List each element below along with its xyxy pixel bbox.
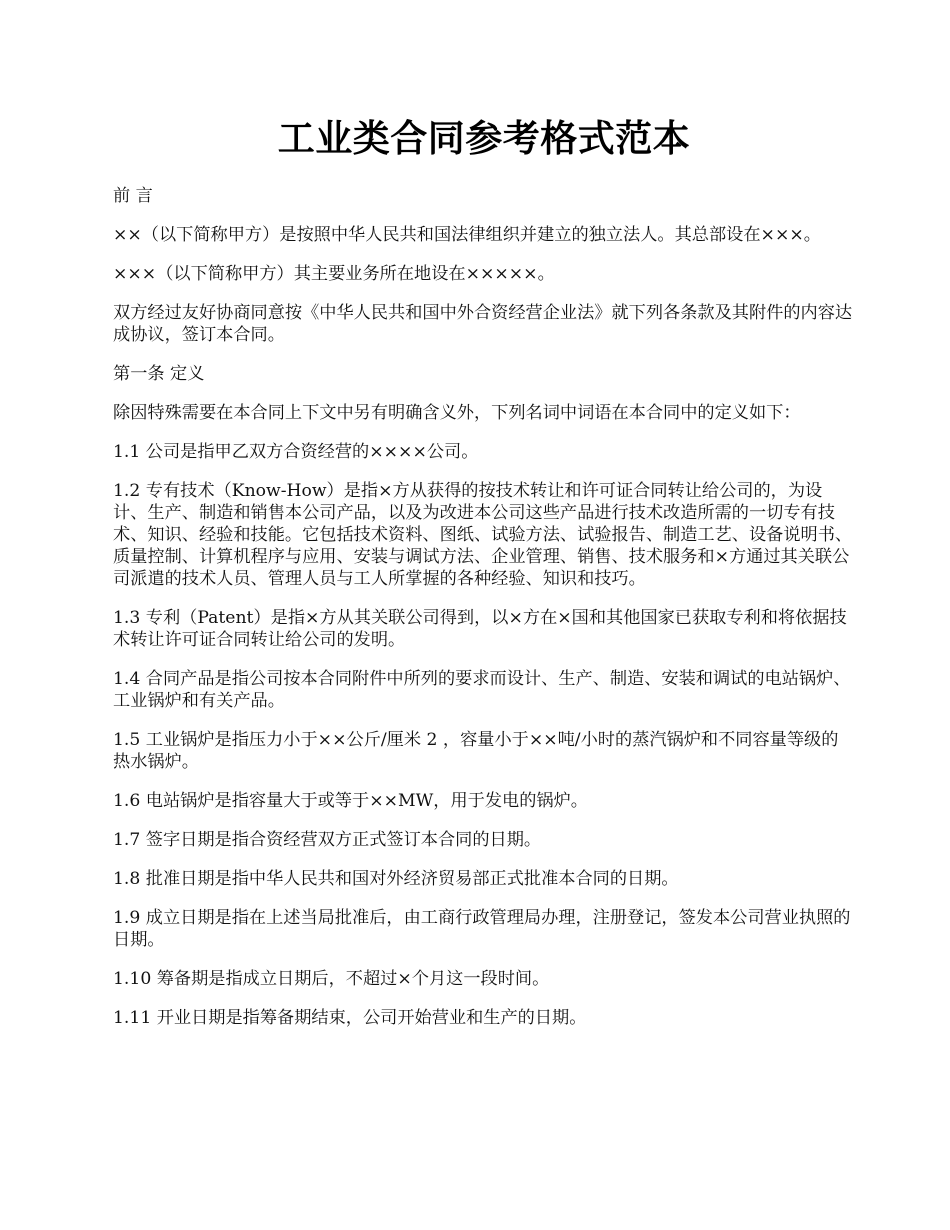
definition-1-6: 1.6 电站锅炉是指容量大于或等于××MW，用于发电的锅炉。 [113,791,588,811]
article-1-heading: 第一条 定义 [113,364,205,384]
definition-1-3: 1.3 专利（Patent）是指×方从其关联公司得到，以×方在×国和其他国家已获取专利和将依据技术转让许可证合同转让给公司的发明。 [113,608,847,650]
definition-1-11: 1.11 开业日期是指筹备期结束，公司开始营业和生产的日期。 [113,1008,587,1028]
document-body [113,185,855,1029]
preface-heading: 前 言 [113,186,153,206]
party-a-location: ×××（以下简称甲方）其主要业务所在地设在×××××。 [113,264,555,284]
definition-1-5: 1.5 工业锅炉是指压力小于××公斤/厘米 2 ，容量小于××吨/小时的蒸汽锅炉和不同容量等级的热水锅炉。 [113,730,839,772]
definition-1-10: 1.10 筹备期是指成立日期后，不超过×个月这一段时间。 [113,969,550,989]
agreement-statement: 双方经过友好协商同意按《中华人民共和国中外合资经营企业法》就下列各条款及其附件的内容达成协议，签订本合同。 [113,303,853,345]
definition-1-8: 1.8 批准日期是指中华人民共和国对外经济贸易部正式批准本合同的日期。 [113,869,679,889]
document-title: 工业类合同参考格式范本 [277,116,691,160]
definition-1-7: 1.7 签字日期是指合资经营双方正式签订本合同的日期。 [113,830,542,850]
definition-1-4: 1.4 合同产品是指公司按本合同附件中所列的要求而设计、生产、制造、安装和调试的电站锅炉、工业锅炉和有关产品。 [113,669,851,711]
definition-1-2: 1.2 专有技术（Know-How）是指×方从获得的按技术转让和许可证合同转让给公司的，为设计、生产、制造和销售本公司产品，以及为改进本公司这些产品进行技术改造所需的一切专有技术、知识、经验和技能。它包括技术资料、图纸、试验方法、试验报告、制造工艺、设备说明书、质量控制、计算机程序与应用、安装与调试方法、企业管理、销售、技术服务和×方通过其关联公司派遣的技术人员、管理人员与工人所掌握的各种经验、知识和技巧。 [113,481,853,589]
definition-1-9: 1.9 成立日期是指在上述当局批准后，由工商行政管理局办理，注册登记，签发本公司营业执照的日期。 [113,908,851,950]
definition-1-1: 1.1 公司是指甲乙双方合资经营的××××公司。 [113,442,479,462]
document-page [113,0,855,1230]
party-a-intro: ××（以下简称甲方）是按照中华人民共和国法律组织并建立的独立法人。其总部设在×××。 [113,225,821,245]
definitions-intro: 除因特殊需要在本合同上下文中另有明确含义外，下列名词中词语在本合同中的定义如下： [113,403,801,423]
